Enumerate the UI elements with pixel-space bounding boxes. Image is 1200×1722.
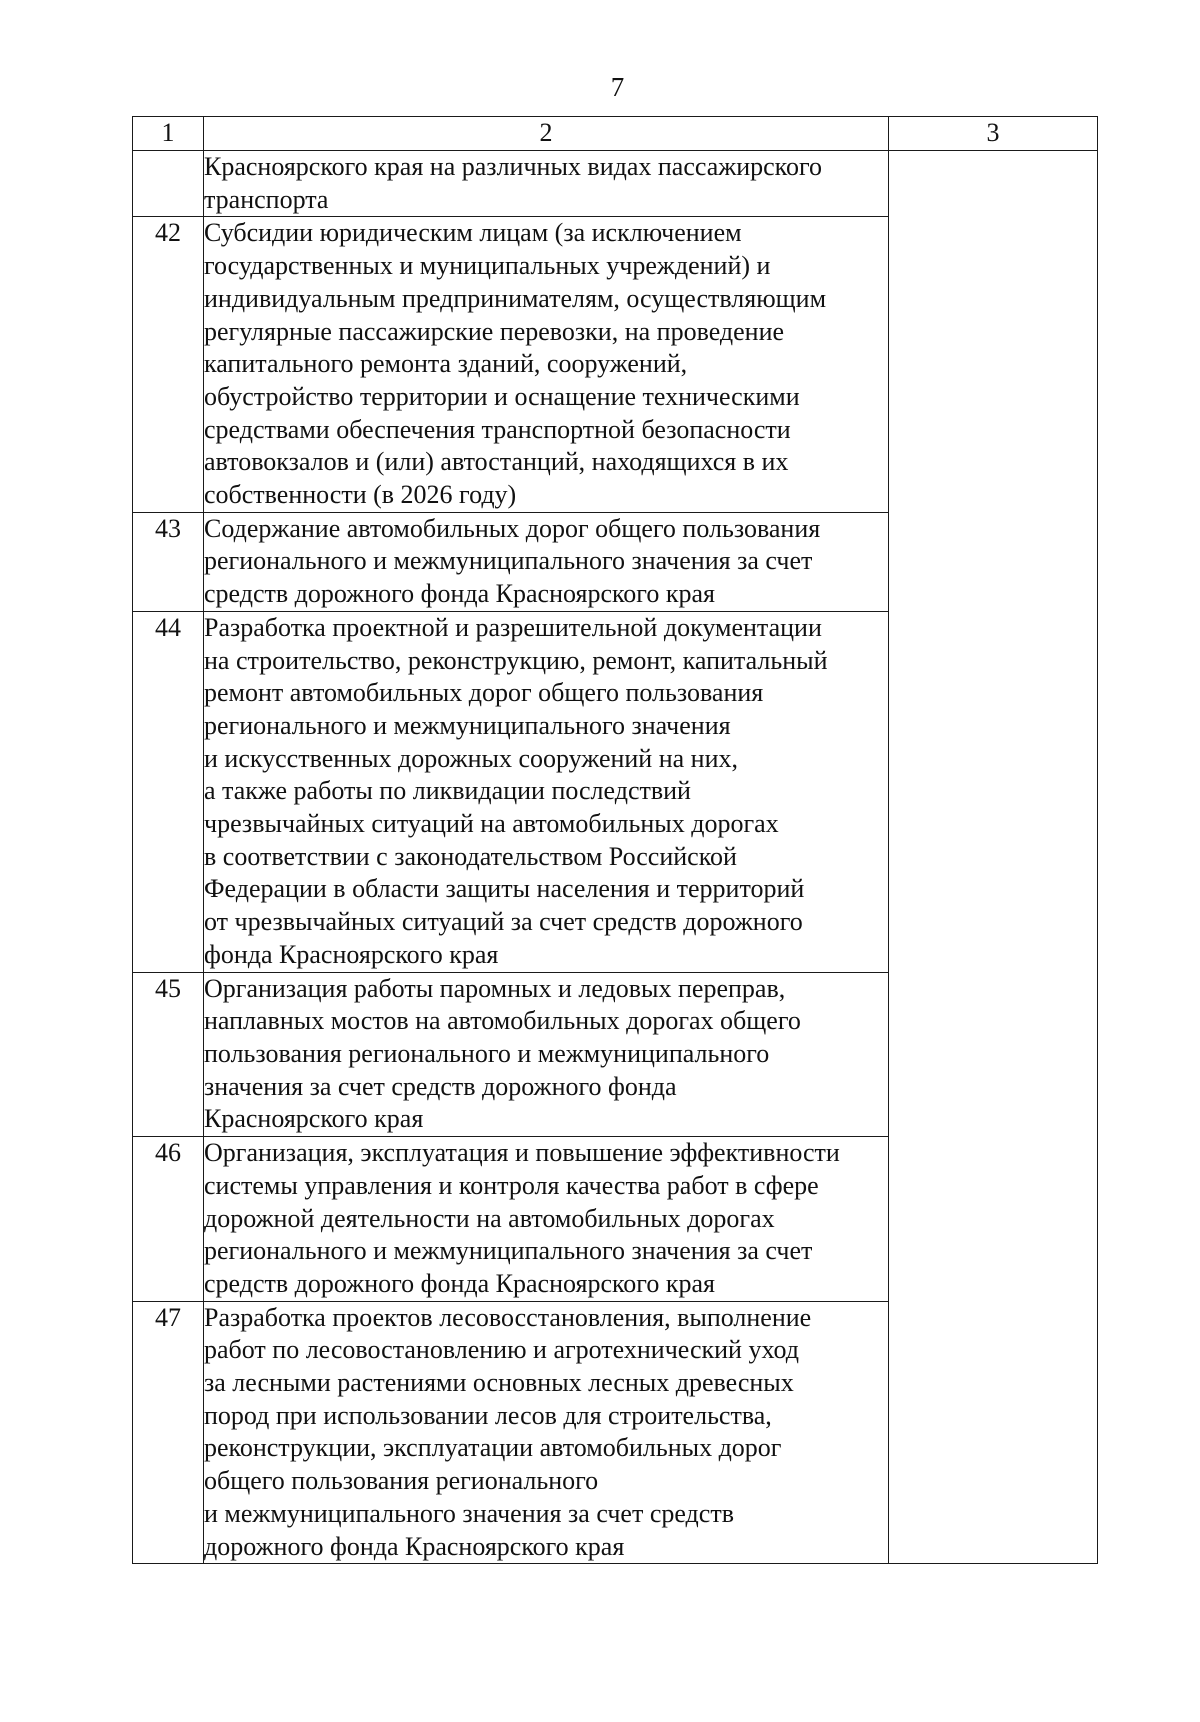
row-number: 42 [133,217,204,512]
row-number: 43 [133,512,204,611]
document-table [132,116,1098,1564]
column-header-1: 1 [133,117,204,151]
row-description-text: Организация, эксплуатация и повышение эффективности системы управления и контроля качества работ в сфере дорожной деятельности на автомобильных дорогах регионального и межмуниципального значения за счет средств дорожного фонда Красноярского края [204,1138,840,1298]
row-description [204,512,889,611]
row-number [133,151,204,217]
row-number: 45 [133,972,204,1137]
page-number: 7 [610,72,625,102]
row-description [204,1137,889,1302]
column-header-2: 2 [204,117,889,151]
row-description-text: Организация работы паромных и ледовых переправ, наплавных мостов на автомобильных дорогах общего пользования регионального и межмуниципального значения за счет средств дорожного фонда Красноярского края [204,973,801,1134]
column-3-cell [889,151,1098,1564]
row-description [204,151,889,217]
row-description [204,1301,889,1564]
row-description-text: Красноярского края на различных видах пассажирского транспорта [204,152,823,214]
row-description [204,972,889,1137]
table-header-row [133,117,1098,151]
row-description-text: Разработка проектов лесовосстановления, выполнение работ по лесовостановлению и агротехнический уход за лесными растениями основных лесных древесных пород при использовании лесов для строительства, реконструкции, эксплуатации автомобильных дорог общего пользования регионального и межмуниципального значения за счет средств дорожного фонда Красноярского края [204,1302,812,1561]
row-description [204,611,889,972]
row-description-text: Разработка проектной и разрешительной документации на строительство, реконструкцию, ремонт, капитальный ремонт автомобильных дорог общего пользования регионального и межмуниципального значения и искусственных дорожных сооружений на них, а также работы по ликвидации последствий чрезвычайных ситуаций на автомобильных дорогах в соответствии с законодательством Российской Федерации в области защиты населения и территорий от чрезвычайных ситуаций за счет средств дорожного фонда Красноярского края [204,612,828,969]
table-row [133,151,1098,217]
row-description-text: Субсидии юридическим лицам (за исключением государственных и муниципальных учреждений) и индивидуальным предпринимателям, осуществляющим регулярные пассажирские перевозки, на проведение капитального ремонта зданий, сооружений, обустройство территории и оснащение техническими средствами обеспечения транспортной безопасности автовокзалов и (или) автостанций, находящихся в их собственности (в 2026 году) [204,218,827,510]
column-header-3: 3 [889,117,1098,151]
row-number: 47 [133,1301,204,1564]
row-number: 44 [133,611,204,972]
row-number: 46 [133,1137,204,1302]
row-description [204,217,889,512]
row-description-text: Содержание автомобильных дорог общего пользования регионального и межмуниципального значения за счет средств дорожного фонда Красноярского края [204,513,821,609]
